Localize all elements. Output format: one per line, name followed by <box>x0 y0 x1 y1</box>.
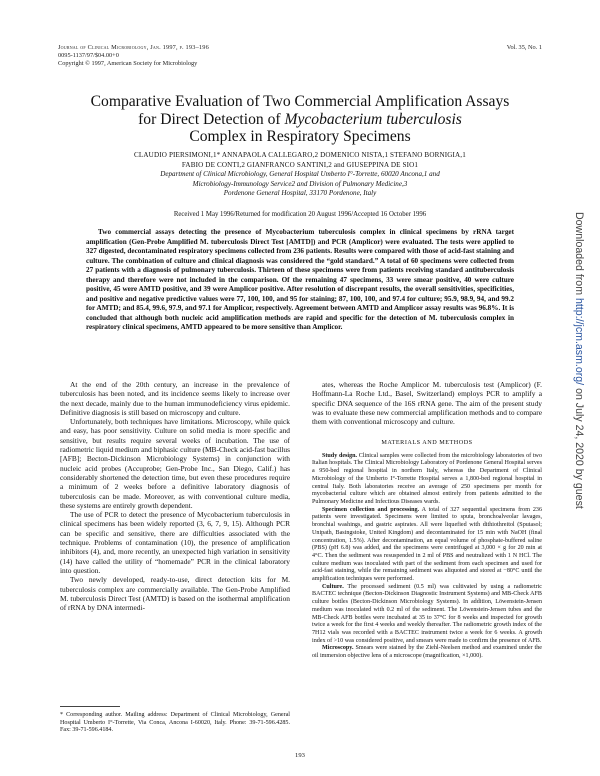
intro-paragraph-continued: ates, whereas the Roche Amplicor M. tuberculosis test (Amplicor) (F. Hoffmann-La Roche Ltd., Basel, Switzerland) employs PCR to amplify a specific DNA sequence of the 16S rRNA gene. The aim of the present study was to evaluate these new commercial amplification methods and to compare them with conventional microscopy and culture. <box>312 380 542 427</box>
title-line-2 <box>60 111 540 129</box>
article-title <box>60 93 540 146</box>
copyright: Copyright © 1997, American Society for Microbiology <box>58 60 198 68</box>
intro-paragraph-3: The use of PCR to detect the presence of Mycobacterium tuberculosis in clinical specimens has been widely reported (3, 6, 7, 9, 15). Although PCR can be specific and sensitive, there are difficulties associated with the technique. Problems of contamination (10), the presence of amplification inhibitors (4), and, more recently, an unexpected high variation in sensitivity (14) have called the utility of “homemade” PCR in the clinical laboratory into question. <box>60 510 290 575</box>
methods-specimen-collection <box>312 507 542 584</box>
title-line-3: Complex in Respiratory Specimens <box>189 128 411 145</box>
download-watermark <box>562 212 592 547</box>
watermark-suffix: on July 24, 2020 by guest <box>573 385 585 509</box>
methods-section <box>312 453 542 661</box>
methods-microscopy <box>312 645 542 660</box>
methods-culture <box>312 584 542 646</box>
methods-subhead: Study design. <box>322 452 358 459</box>
intro-paragraph-2: Unfortunately, both techniques have limitations. Microscopy, while quick and easy, has poor sensitivity. Culture on solid media is more specific and sensitive, but results require several weeks of incubation. The use of radiometric liquid medium and biphasic culture (MB-Check acid-fast bacillus [AFB]; Becton-Dickinson Microbiology Systems) in conjunction with nucleic acid probes (Accuprobe; Gen-Probe Inc., San Diego, Calif.) has considerably shortened the detection time, but even these procedures require a minimum of 2 weeks before a definitive laboratory diagnosis of tuberculosis can be made. Moreover, as with conventional culture media, these systems are entirely growth dependent. <box>60 417 290 510</box>
received-dates: Received 1 May 1996/Returned for modification 20 August 1996/Accepted 16 October 1996 <box>173 211 427 218</box>
methods-study-design <box>312 453 542 507</box>
volume-info <box>507 44 542 52</box>
methods-text: A total of 327 sequential specimens from 236 patients were investigated. Specimens were limited to sputa, bronchoalveolar lavages, bronchial washings, and gastric aspirates. All were liquefied with dithiothreitol (Sputasol; Unipath, Basingstoke, United Kingdom) and decontaminated for 15 min with NaOH (final concentration, 1.5%). After decontamination, an equal volume of phosphate-buffered saline (PBS) (pH 6.8) was added, and the specimens were centrifuged at 3,000 × g for 20 min at 4°C. Then the sediment was resuspended in 2 ml of PBS and neutralized with 1 N HCl. The culture medium was inoculated with part of the sediment from each specimen and used for acid-fast staining, while the remaining sediment was aliquoted and stored at −80°C until the amplification techniques were performed. <box>312 506 542 583</box>
journal-link[interactable]: http://jcm.asm.org/ <box>573 297 585 386</box>
methods-text: Clinical samples were collected from the microbiology laboratories of two Italian hospitals. The Clinical Microbiology Laboratory of Pordenone General Hospital serves a 950-bed regional hospital in northern Italy, whereas the Department of Clinical Microbiology of the Umberto I°-Torrette Hospital serves a 1,800-bed regional hospital in central Italy. Both laboratories receive an average of 250 specimens per month for mycobacterial culture which are obtained almost entirely from patients admitted to the Pulmonary Medicine and Infectious Diseases wards. <box>312 452 542 505</box>
left-column <box>60 380 290 612</box>
journal-header <box>58 44 209 69</box>
methods-text: Smears were stained by the Ziehl-Neelsen method and examined under the oil immersion objective lens of a microscope (magnification, ×1,000). <box>312 645 542 660</box>
methods-subhead: Specimen collection and processing. <box>322 506 420 513</box>
title-organism: Mycobacterium tuberculosis <box>284 110 462 128</box>
affiliation-line-3: Pordenone General Hospital, 33170 Pordenone, Italy <box>223 189 377 198</box>
methods-subhead: Microscopy. <box>322 645 354 652</box>
methods-text: The processed sediment (0.5 ml) was cultivated by using a radiometric BACTEC technique (Becton-Dickinson Diagnostic Instrument Systems) and MB-Check AFB culture bottles (Becton-Dickinson Microbiology Systems). In addition, Löwenstein-Jensen medium was inoculated with 0.2 ml of the sediment. The Löwenstein-Jensen tubes and the MB-Check AFB bottles were incubated at 35 to 37°C for 8 weeks and inspected for growth twice a week for the first 4 weeks and weekly thereafter. The radiometric growth index of the 7H12 vials was recorded with a BACTEC instrument twice a week for 6 weeks. A growth index of >10 was considered positive, and smears were made to confirm the presence of AFB. <box>312 583 542 644</box>
page-number: 193 <box>295 752 305 759</box>
methods-heading: MATERIALS AND METHODS <box>381 439 473 447</box>
download-watermark-text <box>556 212 586 547</box>
corresponding-author-footnote: * Corresponding author. Mailing address: Department of Clinical Microbiology, General Hospital Umberto I°-Torrette, Via Conca, Ancona I-60020, Italy. Phone: 39-71-596.4285. Fax: 39-71-596.4184. <box>60 712 290 734</box>
methods-subhead: Culture. <box>322 583 344 590</box>
title-line-1: Comparative Evaluation of Two Commercial Amplification Assays <box>90 93 510 110</box>
author-list <box>60 151 540 170</box>
issn: 0095-1137/97/$04.00+0 <box>58 52 119 60</box>
journal-citation: Journal of Clinical Microbiology, Jan. 1997, p. 193–196 <box>58 44 209 51</box>
intro-paragraph-1: At the end of the 20th century, an increase in the prevalence of tuberculosis has been noted, and its incidence seems likely to increase over the next decade, mainly due to the human immunodeficiency virus epidemic. Definitive diagnosis is still based on microscopy and culture. <box>60 380 290 417</box>
title-line-2-text: for Direct Detection of <box>138 110 285 128</box>
watermark-prefix: Downloaded from <box>573 212 585 298</box>
affiliations <box>80 170 520 199</box>
affiliation-line-2: Microbiology-Immunology Service2 and Division of Pulmonary Medicine,3 <box>192 179 408 188</box>
affiliation-line-1: Department of Clinical Microbiology, General Hospital Umberto I°-Torrette, 60020 Ancona,1 and <box>160 170 440 178</box>
right-column <box>312 380 542 661</box>
footnote-divider <box>60 706 120 707</box>
authors-line-1: CLAUDIO PIERSIMONI,1* ANNAPAOLA CALLEGARO,2 DOMENICO NISTA,1 STEFANO BORNIGIA,1 <box>134 151 466 159</box>
volume-number: Vol. 35, No. 1 <box>506 44 542 51</box>
authors-line-2: FABIO DE CONTI,2 GIANFRANCO SANTINI,2 and GIUSEPPINA DE SIO1 <box>181 160 419 169</box>
abstract: Two commercial assays detecting the presence of Mycobacterium tuberculosis complex in clinical specimens by rRNA target amplification (Gen-Probe Amplified M. tuberculosis Direct Test [AMTD]) and PCR (Amplicor) were evaluated. The tests were applied to 327 digested, decontaminated respiratory specimens collected from 236 patients. Results were compared with those of acid-fast staining and culture. The combination of culture and clinical diagnosis was considered the “gold standard.” A total of 60 specimens were collected from 27 patients with a diagnosis of pulmonary tuberculosis. Thirteen of these specimens were from patients receiving standard antituberculosis therapy and therefore were not included in the comparison. Of the remaining 47 specimens, 33 were smear positive, 40 were culture positive, 45 were AMTD positive, and 39 were Amplicor positive. After resolution of discrepant results, the overall sensitivities, specificities, and positive and negative predictive values were 77, 100, 100, and 95 for staining; 87, 100, 100, and 97.4 for culture; 95.9, 98.9, 94, and 99.2 for AMTD; and 85.4, 99.6, 97.9, and 97.1 for Amplicor, respectively. Agreement between AMTD and Amplicor assay results was 96.8%. It is concluded that although both nucleic acid amplification methods are rapid and specific for the detection of M. tuberculosis complex in respiratory clinical specimens, AMTD appeared to be more sensitive than Amplicor. <box>86 228 514 331</box>
intro-paragraph-4: Two newly developed, ready-to-use, direct detection kits for M. tuberculosis complex are commercially available. The Gen-Probe Amplified M. tuberculosis Direct Test (AMTD) is based on the isothermal amplification of rRNA by DNA intermedi- <box>60 575 290 613</box>
